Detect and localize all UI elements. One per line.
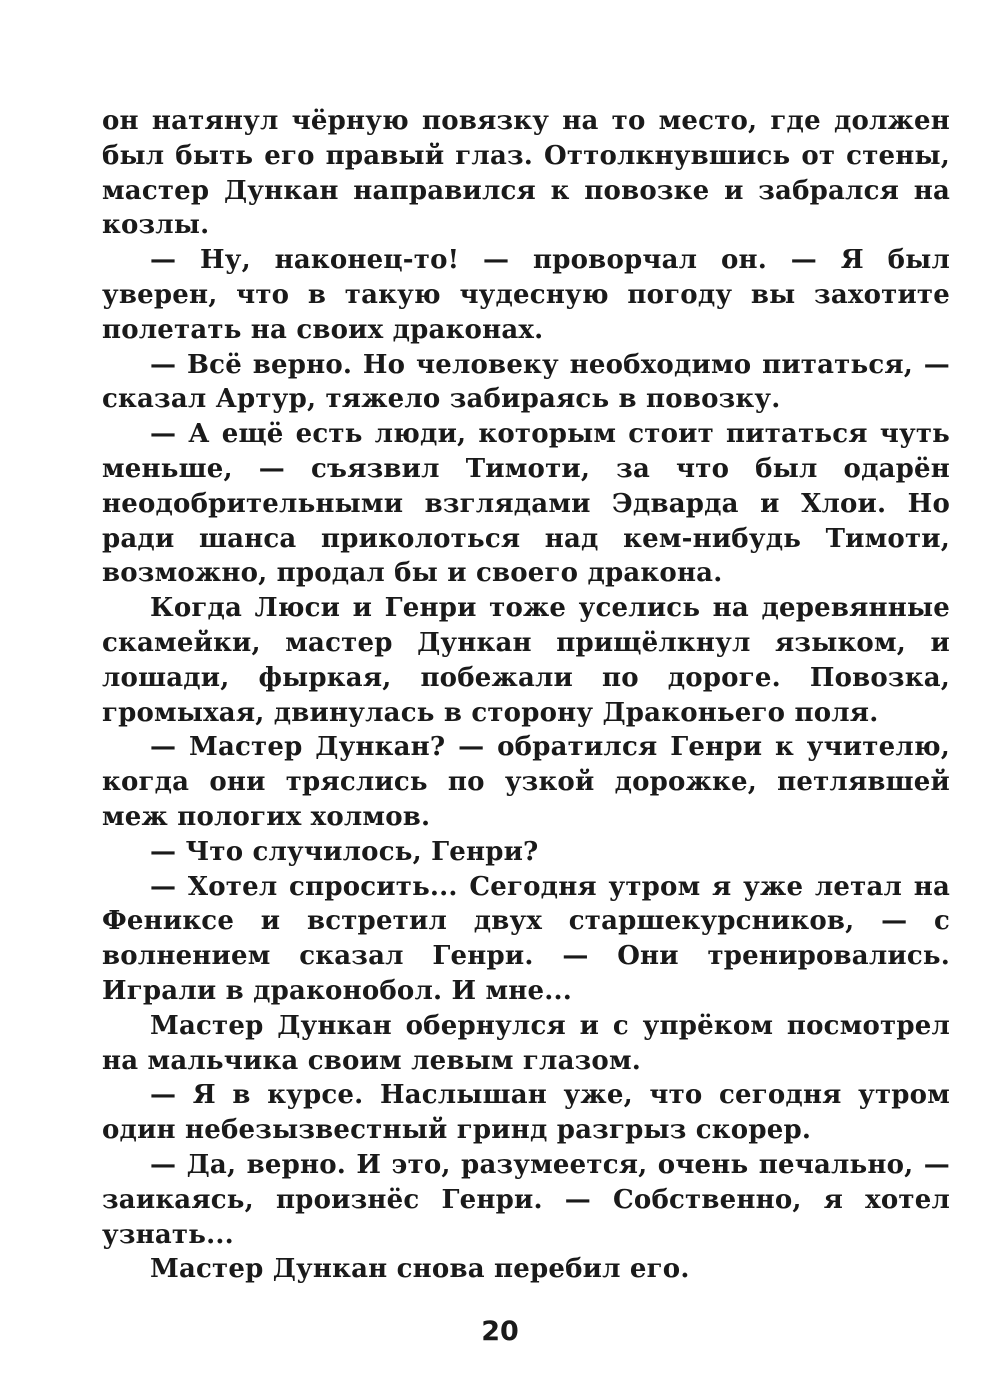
- paragraph: — Я в курсе. Наслышан уже, что сегодня утром один небезызвестный гринд разгрыз скорер.: [102, 1080, 950, 1146]
- paragraph: — Ну, наконец-то! — проворчал он. — Я был уверен, что в такую чудесную погоду вы захотите полетать на своих драконах.: [102, 245, 950, 345]
- paragraph: Мастер Дункан обернулся и с упрёком посмотрел на мальчика своим левым глазом.: [102, 1010, 950, 1076]
- paragraph: — Всё верно. Но человеку необходимо питаться, — сказал Артур, тяжело забираясь в повозку.: [102, 349, 950, 415]
- paragraph: — Хотел спросить... Сегодня утром я уже летал на Фениксе и встретил двух старшекурсников, — с волнением сказал Генри. — Они тренировались. Играли в драконобол. И мне...: [102, 871, 950, 1006]
- paragraph-continuation: он натянул чёрную повязку на то место, где должен был быть его правый глаз. Оттолкнувшись от стены, мастер Дункан направился к повозке и забрался на козлы.: [102, 106, 950, 241]
- paragraph: Когда Люси и Генри тоже уселись на деревянные скамейки, мастер Дункан прищёлкнул языком, и лошади, фыркая, побежали по дороге. Повозка, громыхая, двинулась в сторону Драконьего поля.: [102, 593, 950, 728]
- paragraph: — Мастер Дункан? — обратился Генри к учителю, когда они тряслись по узкой дорожке, петлявшей меж пологих холмов.: [102, 732, 950, 832]
- page-number: 20: [481, 1316, 519, 1347]
- paragraph: — Да, верно. И это, разумеется, очень печально, — заикаясь, произнёс Генри. — Собственно, я хотел узнать...: [102, 1149, 950, 1250]
- paragraph: Мастер Дункан снова перебил его.: [150, 1254, 690, 1285]
- paragraph: — Что случилось, Генри?: [150, 836, 539, 867]
- paragraph: — А ещё есть люди, которым стоит питаться чуть меньше, — съязвил Тимоти, за что был одарён неодобрительными взглядами Эдварда и Хлои. Но ради шанса приколоться над кем-нибудь Тимоти, возможно, продал бы и своего дракона.: [102, 419, 950, 589]
- book-page-text: [102, 104, 950, 1287]
